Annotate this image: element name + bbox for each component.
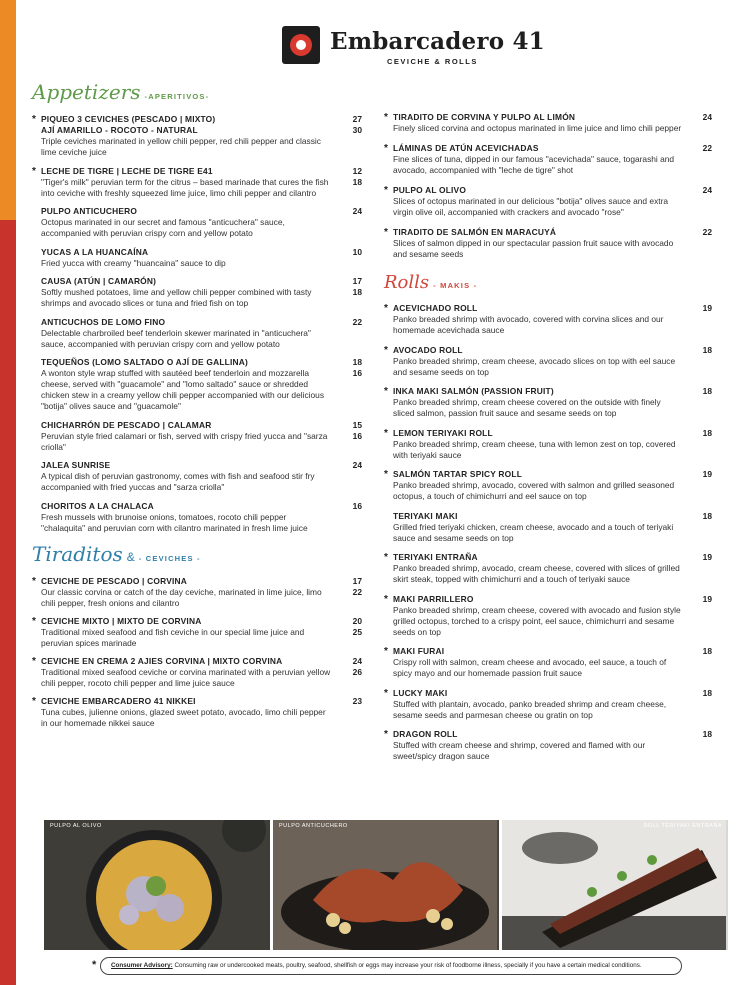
item-price: 18 [702, 344, 712, 355]
menu-item [32, 460, 362, 493]
item-price-secondary: 30 [352, 125, 362, 135]
side-accent-orange [0, 0, 16, 220]
left-column [32, 80, 362, 736]
asterisk-icon: * [32, 114, 36, 125]
item-price: 22 [702, 227, 712, 237]
item-price: 19 [702, 469, 712, 479]
item-price: 15 [352, 419, 362, 430]
item-description: Tuna cubes, julienne onions, glazed sweet potato, avocado, limo chili pepper in our homemade nikkei sauce [41, 706, 326, 728]
item-price: 19 [702, 552, 712, 562]
menu-item [32, 696, 362, 729]
item-price: 18 [702, 729, 712, 739]
menu-item [384, 552, 712, 585]
menu-item [32, 357, 362, 412]
item-description: Panko breaded shrimp with avocado, covered with corvina slices and our homemade acevichada sauce [393, 314, 664, 335]
item-price: 20 [352, 615, 362, 626]
rolls-heading [384, 272, 712, 293]
item-price: 24 [352, 655, 362, 666]
item-name-secondary: AJÍ AMARILLO - ROCOTO - NATURAL [41, 125, 198, 135]
menu-item [32, 166, 362, 199]
menu-item [32, 420, 362, 453]
item-description: Slices of salmon dipped in our spectacular passion fruit sauce with avocado and sesame seeds [393, 238, 674, 259]
photo-caption: ROLL TERIYAKI ENTRAÑA [643, 823, 722, 829]
advisory-text: Consuming raw or undercooked meats, poultry, seafood, shellfish or eggs may increase your risk of foodborne illness, specially if you have a certain medical conditions. [172, 962, 642, 969]
photo-caption: PULPO AL OLIVO [50, 823, 102, 829]
appetizers-title: Appetizers [32, 80, 141, 104]
appetizers-list [32, 114, 362, 534]
item-name: LECHE DE TIGRE | LECHE DE TIGRE E41 [41, 165, 213, 176]
item-description: Panko breaded shrimp, avocado, covered with salmon and grilled seasoned octopus, a touch of chimichurri and eel sauce on top [393, 480, 675, 501]
item-price: 24 [352, 206, 362, 216]
menu-item [32, 206, 362, 239]
tiraditos-title: Tiraditos [32, 541, 123, 566]
item-name: ACEVICHADO ROLL [393, 303, 478, 313]
item-name: CEVICHE EMBARCADERO 41 NIKKEI [41, 695, 196, 706]
menu-item [384, 594, 712, 638]
tiraditos-heading [32, 542, 362, 566]
rolls-list [384, 303, 712, 762]
menu-item [32, 247, 362, 269]
item-description: Delectable charbroiled beef tenderloin skewer marinated in "anticuchera" sauce, accompanied with peruvian crispy corn and yellow potato [41, 327, 311, 349]
menu-item [32, 576, 362, 609]
asterisk-icon: * [384, 185, 388, 196]
item-price: 18 [702, 386, 712, 396]
asterisk-icon: * [384, 386, 388, 397]
menu-item [32, 656, 362, 689]
menu-item [384, 345, 712, 378]
asterisk-icon: * [32, 165, 36, 177]
item-name: PULPO ANTICUCHERO [41, 206, 138, 216]
menu-item [384, 112, 712, 134]
item-price: 12 [352, 165, 362, 176]
item-name: YUCAS A LA HUANCAÍNA [41, 246, 149, 257]
item-name: CHORITOS A LA CHALACA [41, 500, 154, 511]
item-name: CAUSA (ATÚN | CAMARÓN) [41, 276, 157, 286]
photo-pulpo-al-olivo [44, 820, 270, 950]
item-name: LEMON TERIYAKI ROLL [393, 427, 493, 438]
item-name: SALMÓN TARTAR SPICY ROLL [393, 469, 523, 479]
appetizers-subtitle: -APERITIVOS- [144, 92, 210, 101]
asterisk-icon: * [32, 575, 36, 587]
menu-item [32, 114, 362, 158]
asterisk-icon: * [384, 552, 388, 563]
item-description: Panko breaded shrimp, avocado, cream cheese, covered with slices of grilled skirt steak, topped with chimichurri and a touch of teriyaki sauce [393, 563, 680, 584]
right-column [384, 112, 712, 771]
item-name: LUCKY MAKI [393, 687, 448, 698]
tiraditos-amp: & [126, 549, 135, 564]
item-description: Fried yucca with creamy "huancaina" sauce to dip [41, 257, 226, 268]
item-name: PULPO AL OLIVO [393, 185, 467, 195]
item-name: MAKI FURAI [393, 646, 445, 656]
menu-item [384, 688, 712, 721]
asterisk-icon: * [384, 303, 388, 314]
item-name: LÁMINAS DE ATÚN ACEVICHADAS [393, 143, 539, 153]
item-description: Grilled fried teriyaki chicken, cream cheese, avocado and a touch of teriyaki sauce and sesame seeds on top [393, 521, 674, 543]
logo-icon [282, 26, 320, 64]
menu-item [384, 428, 712, 461]
tiraditos-list [32, 576, 362, 729]
item-price: 27 [352, 114, 362, 124]
item-price: 24 [702, 112, 712, 122]
item-description: Panko breaded shrimp, cream cheese, avocado slices on top with eel sauce and sesame seeds on top [393, 355, 676, 377]
menu-item [32, 317, 362, 350]
item-name: CEVICHE EN CREMA 2 AJIES CORVINA | MIXTO CORVINA [41, 655, 283, 666]
item-description: Stuffed with plantain, avocado, panko breaded shrimp and cream cheese, sesame seeds and parmesan cheese ou gratin on top [393, 698, 667, 720]
tiraditos-subtitle: - CEVICHES - [138, 553, 201, 563]
item-name: TEQUEÑOS (LOMO SALTADO O AJÍ DE GALLINA) [41, 357, 248, 367]
item-description: A wonton style wrap stuffed with sautéed beef tenderloin and mozzarella cheese, served with "guacamole" and "lomo saltado" sauce or shredded chicken stew in a creamy yellow chili pepper accompanied with our delicious "botija" olives sauce and "guacamole" [41, 368, 325, 411]
item-price: 22 [702, 143, 712, 153]
menu-item [384, 185, 712, 218]
menu-page [16, 0, 750, 985]
asterisk-icon: * [384, 227, 388, 238]
item-price-secondary: 16 [352, 430, 362, 441]
item-price: 17 [352, 276, 362, 286]
item-name: CEVICHE MIXTO | MIXTO DE CORVINA [41, 615, 202, 626]
item-price: 18 [702, 687, 712, 698]
item-price: 19 [702, 593, 712, 604]
item-description: Peruvian style fried calamari or fish, served with crispy fried yucca and "sarza criolla" [41, 430, 328, 452]
item-price: 18 [702, 646, 712, 656]
asterisk-icon: * [384, 143, 388, 154]
item-name: TERIYAKI ENTRAÑA [393, 552, 478, 562]
menu-item [384, 729, 712, 762]
item-price: 24 [352, 460, 362, 470]
asterisk-icon: * [32, 655, 36, 667]
item-price: 24 [702, 185, 712, 195]
menu-item [384, 227, 712, 260]
item-price-secondary: 18 [352, 287, 362, 297]
menu-item [384, 646, 712, 679]
item-name: CEVICHE DE PESCADO | CORVINA [41, 575, 187, 586]
item-price: 19 [702, 303, 712, 313]
item-description: Softly mushed potatoes, lime and yellow chili pepper combined with tasty shrimps and avocado slices or tuna and fried fish on top [41, 287, 312, 308]
item-price: 10 [352, 246, 362, 257]
item-name: PIQUEO 3 CEVICHES (PESCADO | MIXTO) [41, 114, 216, 124]
item-description: Traditional mixed seafood and fish ceviche in our special lime juice and peruvian spices marinade [41, 626, 305, 648]
item-description: Slices of octopus marinated in our delicious "botija" olives sauce and extra virgin olive oil, accompanied with crackers and avocado "rose" [393, 196, 669, 217]
item-name: JALEA SUNRISE [41, 460, 111, 470]
advisory-asterisk-icon: * [92, 959, 97, 971]
asterisk-icon: * [384, 729, 388, 740]
asterisk-icon: * [32, 615, 36, 627]
item-price: 22 [352, 316, 362, 327]
item-price-secondary: 16 [352, 368, 362, 378]
photo-caption: PULPO ANTICUCHERO [279, 823, 348, 829]
item-name: ANTICUCHOS DE LOMO FINO [41, 316, 166, 327]
item-description: Finely sliced corvina and octopus marinated in lime juice and limo chili pepper [393, 123, 682, 133]
asterisk-icon: * [384, 646, 388, 657]
item-price: 18 [352, 357, 362, 367]
brand-name: Embarcadero 41 [330, 28, 545, 55]
asterisk-icon: * [384, 427, 388, 439]
item-name: CHICHARRÓN DE PESCADO | CALAMAR [41, 419, 212, 430]
item-price-secondary: 25 [352, 626, 362, 637]
item-name: DRAGON ROLL [393, 729, 458, 739]
asterisk-icon: * [384, 593, 388, 605]
item-description: Crispy roll with salmon, cream cheese and avocado, eel sauce, a touch of spicy mayo and our homemade passion fruit sauce [393, 657, 667, 678]
rolls-title: Rolls [384, 272, 430, 293]
photo-roll-teriyaki-entrana [502, 820, 728, 950]
item-price: 18 [702, 427, 712, 438]
menu-item [384, 303, 712, 336]
item-name: INKA MAKI SALMÓN (PASSION FRUIT) [393, 386, 554, 396]
item-name: TERIYAKI MAKI [393, 510, 458, 521]
item-description: Octopus marinated in our secret and famous "anticuchera" sauce, accompanied with peruvian crispy corn and yellow potato [41, 217, 285, 238]
item-price: 17 [352, 575, 362, 586]
item-description: Fresh mussels with brunoise onions, tomatoes, rocoto chili pepper "chalaquita" and peruvian corn with cilantro marinated in fresh lime juice [41, 511, 308, 533]
side-accent-red [0, 220, 16, 985]
brand-tagline: CEVICHE & ROLLS [387, 57, 478, 66]
item-description: Triple ceviches marinated in yellow chili pepper, red chili pepper and classic lime ceviche juice [41, 136, 321, 157]
appetizers-heading [32, 80, 362, 104]
item-description: Traditional mixed seafood ceviche or corvina marinated with a peruvian yellow chili pepper, rocoto chili pepper and lime juice sauce [41, 666, 331, 688]
item-price: 16 [352, 500, 362, 511]
asterisk-icon: * [384, 687, 388, 699]
item-description: Stuffed with cream cheese and shrimp, covered and flamed with our sweet/spicy dragon sauce [393, 740, 646, 761]
item-price-secondary: 26 [352, 666, 362, 677]
item-price-secondary: 18 [352, 176, 362, 187]
item-name: TIRADITO DE SALMÓN EN MARACUYÁ [393, 227, 557, 237]
item-description: Panko breaded shrimp, cream cheese, tuna with lemon zest on top, covered with teriyaki sauce [393, 438, 676, 460]
photo-pulpo-anticuchero [273, 820, 499, 950]
menu-item [384, 386, 712, 419]
menu-item [384, 143, 712, 176]
item-description: Fine slices of tuna, dipped in our famous "acevichada" sauce, togarashi and avocado, accompanied with "leche de tigre" shot [393, 154, 675, 175]
item-price: 23 [352, 695, 362, 706]
item-description: Panko breaded shrimp, cream cheese covered on the outside with finely sliced salmon, passion fruit sauce and sesame seeds on top [393, 397, 661, 418]
item-description: A typical dish of peruvian gastronomy, comes with fish and seafood stir fry accompanied with fried yuccas and "sarza criolla" [41, 471, 315, 492]
item-name: MAKI PARRILLERO [393, 593, 474, 604]
item-name: TIRADITO DE CORVINA Y PULPO AL LIMÓN [393, 112, 576, 122]
menu-item [384, 511, 712, 544]
tiraditos-continued-list [384, 112, 712, 260]
menu-item [32, 276, 362, 309]
menu-item [32, 501, 362, 534]
item-price-secondary: 22 [352, 586, 362, 597]
item-name: AVOCADO ROLL [393, 344, 463, 355]
photo-strip [44, 820, 728, 950]
asterisk-icon: * [384, 112, 388, 123]
item-description: "Tiger's milk" peruvian term for the citrus – based marinade that cures the fish into ceviche with freshly squeezed lime juice, limo chili pepper and cilantro [41, 176, 329, 198]
menu-item [384, 469, 712, 502]
consumer-advisory [100, 957, 682, 975]
item-price: 18 [702, 510, 712, 521]
advisory-label: Consumer Advisory: [111, 962, 173, 969]
asterisk-icon: * [32, 695, 36, 707]
brand-header [282, 26, 545, 74]
menu-item [32, 616, 362, 649]
item-description: Our classic corvina or catch of the day ceviche, marinated in lime juice, limo chili pepper, fresh onions and cilantro [41, 586, 322, 608]
asterisk-icon: * [384, 344, 388, 356]
item-description: Panko breaded shrimp, cream cheese, covered with avocado and fusion style grilled octopus, torched to a crispy point, eel sauce, chimichurri and sesame seeds on top [393, 604, 681, 637]
rolls-subtitle: - MAKIS - [433, 281, 478, 290]
asterisk-icon: * [384, 469, 388, 480]
